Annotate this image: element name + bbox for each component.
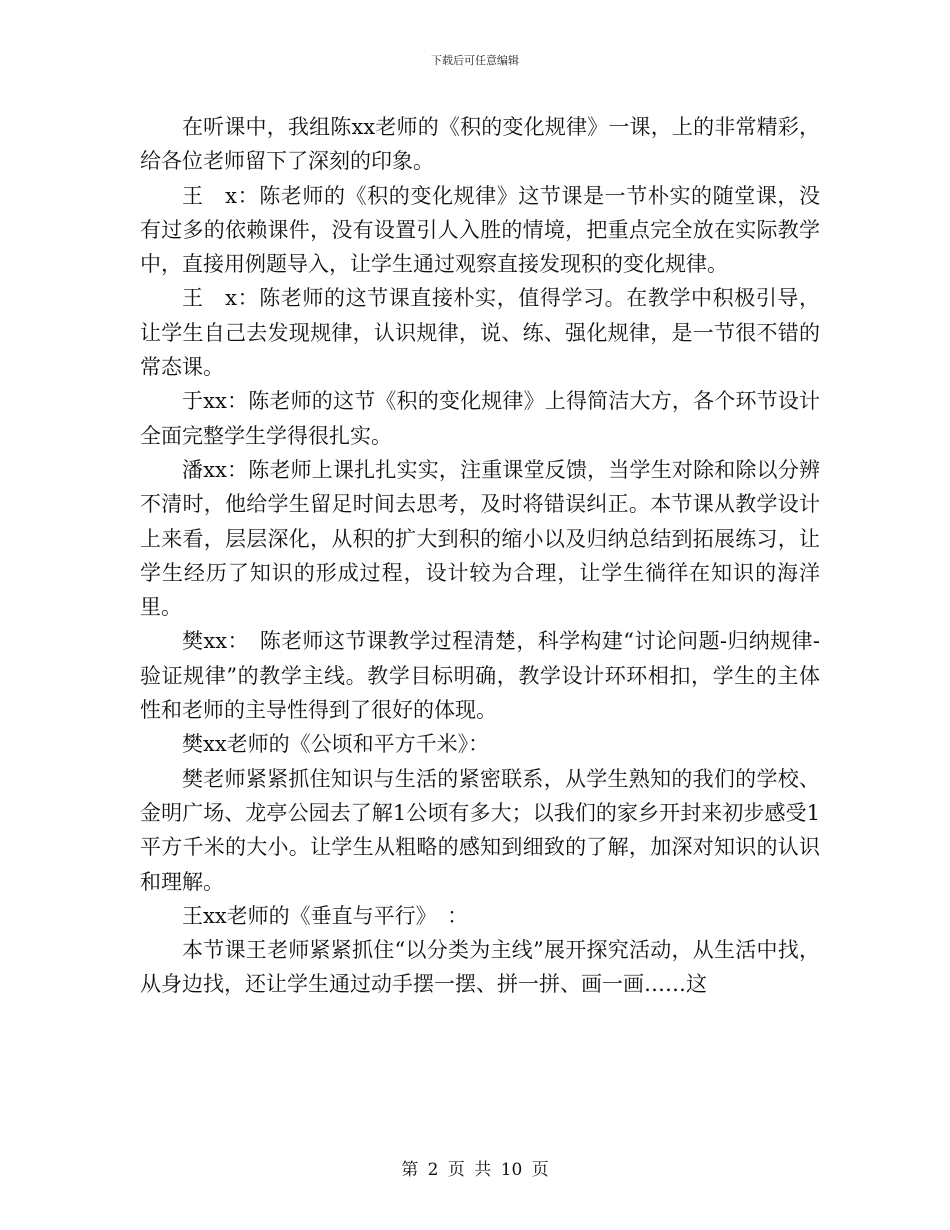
paragraph-heading-hectare: 樊xx老师的《公顷和平方千米》： bbox=[182, 732, 490, 757]
page-header: 下载后可任意编辑 bbox=[431, 54, 519, 67]
paragraph-comment-pan: 潘xx：陈老师上课扎扎实实，注重课堂反馈，当学生对除和除以分辨不清时，他给学生留足时间去思考，及时将错误纠正。本节课从教学设计上来看，层层深化，从积的扩大到积的缩小以及归纳总结到拓展练习，让学生经历了知识的形成过程，设计较为合理，让学生徜徉在知识的海洋里。 bbox=[140, 457, 820, 620]
page-number-footer: 第 2 页 共 10 页 bbox=[401, 1160, 549, 1180]
paragraph-comment-wang-1: 王 x：陈老师的《积的变化规律》这节课是一节朴实的随堂课，没有过多的依赖课件，没有设置引人入胜的情境，把重点完全放在实际教学中，直接用例题导入，让学生通过观察直接发现积的变化规律。 bbox=[140, 183, 820, 277]
paragraph-comment-fan: 樊xx： 陈老师这节课教学过程清楚，科学构建“讨论问题-归纳规律-验证规律”的教学主线。教学目标明确，教学设计环环相扣，学生的主体性和老师的主导性得到了很好的体现。 bbox=[140, 629, 820, 723]
paragraph-comment-yu: 于xx：陈老师的这节《积的变化规律》上得简洁大方，各个环节设计全面完整学生学得很扎实。 bbox=[140, 389, 820, 448]
document-body bbox=[140, 110, 820, 1002]
paragraph-parallel-lesson: 本节课王老师紧紧抓住“以分类为主线”展开探究活动，从生活中找，从身边找，还让学生通过动手摆一摆、拼一拼、画一画……这 bbox=[140, 938, 820, 997]
paragraph-hectare-lesson: 樊老师紧紧抓住知识与生活的紧密联系，从学生熟知的我们的学校、金明广场、龙亭公园去了解1公顷有多大；以我们的家乡开封来初步感受1平方千米的大小。让学生从粗略的感知到细致的了解，加深对知识的认识和理解。 bbox=[140, 766, 820, 894]
paragraph-heading-parallel: 王xx老师的《垂直与平行》 ： bbox=[182, 903, 469, 928]
paragraph-intro: 在听课中，我组陈xx老师的《积的变化规律》一课，上的非常精彩，给各位老师留下了深刻的印象。 bbox=[140, 115, 820, 174]
paragraph-comment-wang-2: 王 x：陈老师的这节课直接朴实，值得学习。在教学中积极引导，让学生自己去发现规律，认识规律，说、练、强化规律，是一节很不错的常态课。 bbox=[140, 286, 820, 380]
